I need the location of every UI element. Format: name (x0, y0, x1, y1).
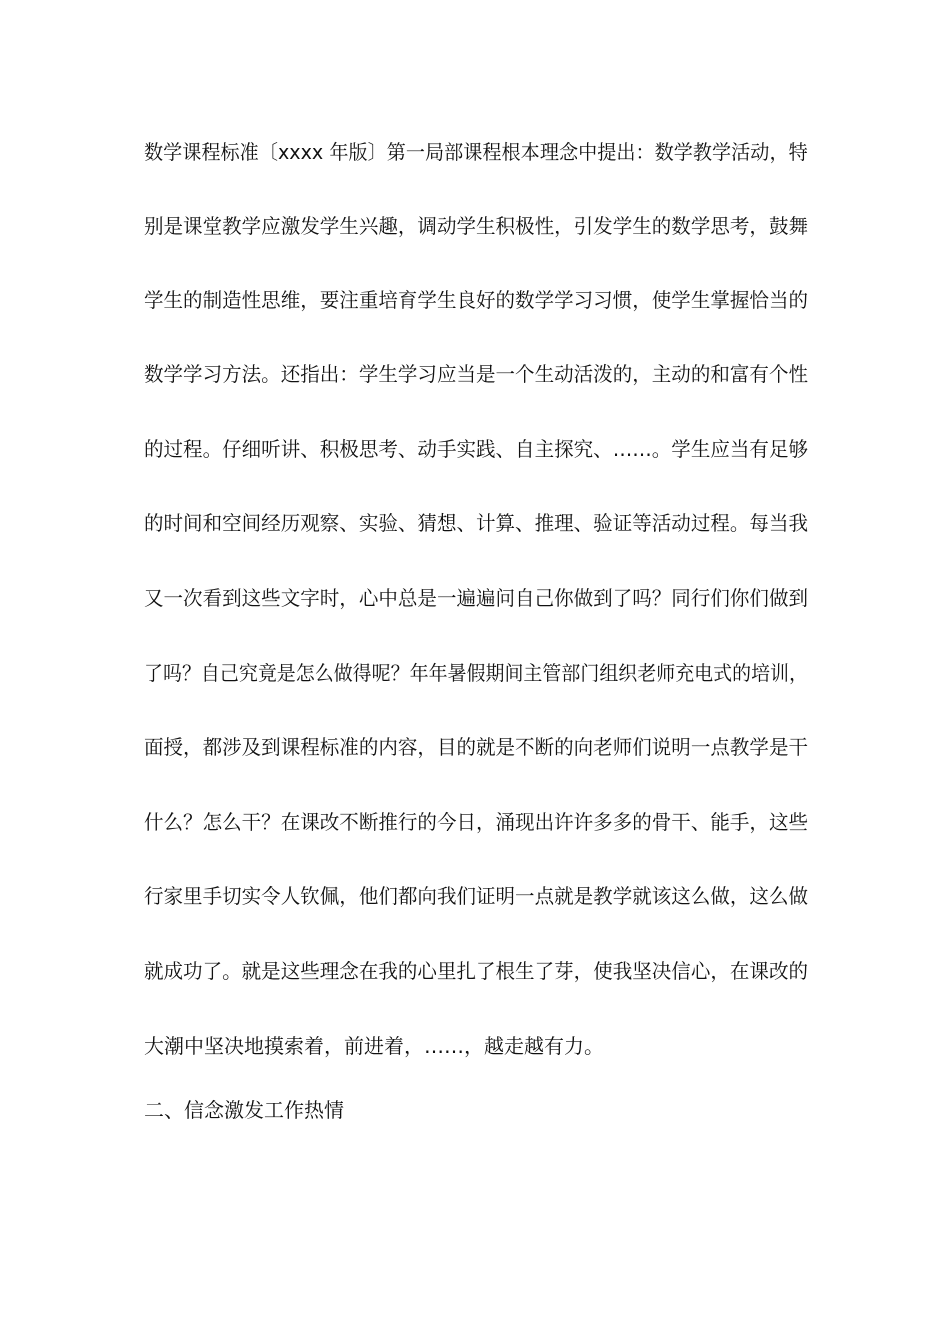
paragraph-line: 又一次看到这些文字时，心中总是一遍遍问自己你做到了吗？同行们你们做到 (144, 586, 808, 610)
paragraph-line: 面授，都涉及到课程标准的内容，目的就是不断的向老师们说明一点教学是干 (144, 735, 808, 759)
paragraph-line: 数学课程标准〔xxxx 年版〕第一局部课程根本理念中提出：数学教学活动，特 (144, 140, 808, 164)
paragraph-line: 数学学习方法。还指出：学生学习应当是一个生动活泼的，主动的和富有个性 (144, 362, 808, 386)
paragraph-line: 学生的制造性思维，要注重培育学生良好的数学学习习惯，使学生掌握恰当的 (144, 288, 808, 312)
paragraph-line: 行家里手切实令人钦佩，他们都向我们证明一点就是教学就该这么做，这么做 (144, 884, 808, 908)
paragraph-line: 的时间和空间经历观察、实验、猜想、计算、推理、验证等活动过程。每当我 (144, 511, 808, 535)
paragraph-line: 就成功了。就是这些理念在我的心里扎了根生了芽，使我坚决信心，在课改的 (144, 959, 808, 983)
section-heading: 二、信念激发工作热情 (144, 1098, 344, 1122)
paragraph-line: 别是课堂教学应激发学生兴趣，调动学生积极性，引发学生的数学思考，鼓舞 (144, 214, 808, 238)
paragraph-line: 大潮中坚决地摸索着，前进着，……，越走越有力。 (144, 1034, 604, 1058)
paragraph-line: 了吗？自己究竟是怎么做得呢？年年暑假期间主管部门组织老师充电式的培训， (144, 661, 808, 685)
paragraph-line: 的过程。仔细听讲、积极思考、动手实践、自主探究、……。学生应当有足够 (144, 437, 808, 461)
paragraph-line: 什么？怎么干？在课改不断推行的今日，涌现出许许多多的骨干、能手，这些 (144, 810, 808, 834)
